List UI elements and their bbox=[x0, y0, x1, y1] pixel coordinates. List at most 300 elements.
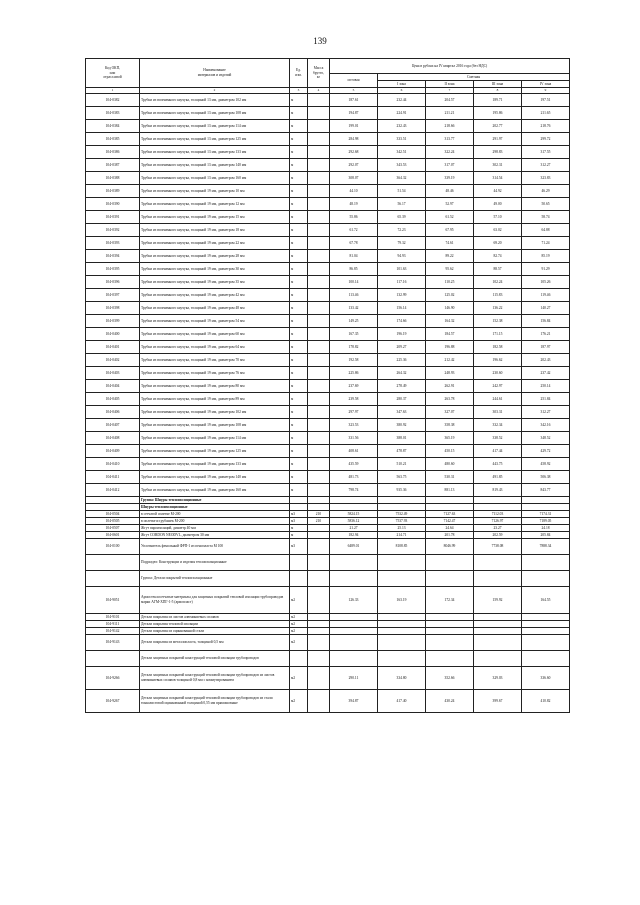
row-price-cell: 159.92 bbox=[474, 587, 522, 614]
row-unit-cell: м bbox=[290, 525, 308, 532]
row-name-cell: Уплотнитель фенольный ФРП-1 из пенопласта М 100 bbox=[140, 539, 290, 555]
row-price-cell: 82.74 bbox=[474, 250, 522, 263]
row-price-cell: 196.62 bbox=[474, 354, 522, 367]
row-code-cell: 104-9142 bbox=[86, 628, 140, 635]
row-price-cell: 52.97 bbox=[426, 198, 474, 211]
row-price-cell bbox=[426, 555, 474, 571]
row-mass-cell bbox=[308, 484, 330, 497]
index-cell: 4 bbox=[308, 88, 330, 94]
row-price-cell bbox=[426, 651, 474, 667]
row-unit-cell: м2 bbox=[290, 628, 308, 635]
row-code-cell: 104-0398 bbox=[86, 302, 140, 315]
row-code-cell: 104-0386 bbox=[86, 146, 140, 159]
row-price-cell: 334.80 bbox=[378, 667, 426, 690]
table-row bbox=[86, 539, 570, 555]
row-price-cell: 57.10 bbox=[474, 211, 522, 224]
row-price-cell: 51.54 bbox=[378, 185, 426, 198]
row-price-cell: 86.85 bbox=[330, 263, 378, 276]
row-price-cell: 95.62 bbox=[426, 263, 474, 276]
table-row bbox=[86, 380, 570, 393]
row-price-cell bbox=[378, 621, 426, 628]
table-row bbox=[86, 690, 570, 713]
row-mass-cell bbox=[308, 159, 330, 172]
row-price-cell: 48.46 bbox=[426, 185, 474, 198]
row-price-cell: 119.46 bbox=[522, 289, 570, 302]
row-mass-cell bbox=[308, 667, 330, 690]
row-name-cell: Детали защитных покрытий конструкций тепловой изоляции трубопроводов из листов алюминиевых сплавов толщиной 0,8 мм с коммутированием bbox=[140, 667, 290, 690]
row-price-cell: 352.66 bbox=[426, 667, 474, 690]
row-price-cell: 79.32 bbox=[378, 237, 426, 250]
table-row bbox=[86, 224, 570, 237]
row-name-cell: Трубки из вспененного каучука, толщиной 19 мм, диаметром 64 мм bbox=[140, 341, 290, 354]
row-price-cell: 211.21 bbox=[426, 107, 474, 120]
table-row bbox=[86, 525, 570, 532]
row-price-cell: 237.69 bbox=[330, 380, 378, 393]
row-name-cell: Трубки из вспененного каучука, толщиной 13 мм, диаметром 125 мм bbox=[140, 133, 290, 146]
row-price-cell: 8046.99 bbox=[426, 539, 474, 555]
row-name-cell: Трубки из вспененного каучука, толщиной 19 мм, диаметром 42 мм bbox=[140, 289, 290, 302]
table-row bbox=[86, 497, 570, 504]
row-name-cell: Детали защитных покрытий конструкций тепловой изоляции трубопроводов bbox=[140, 651, 290, 667]
row-unit-cell: м bbox=[290, 250, 308, 263]
row-price-cell: 317.07 bbox=[426, 159, 474, 172]
row-price-cell: 71.24 bbox=[522, 237, 570, 250]
row-code-cell bbox=[86, 504, 140, 511]
row-code-cell: 104-0410 bbox=[86, 458, 140, 471]
header-unit bbox=[290, 59, 308, 88]
row-price-cell: 212.42 bbox=[426, 354, 474, 367]
row-price-cell: 239.58 bbox=[330, 393, 378, 406]
row-price-cell: 178.82 bbox=[330, 341, 378, 354]
row-price-cell: 115.83 bbox=[474, 289, 522, 302]
row-unit-cell: м bbox=[290, 328, 308, 341]
table-row bbox=[86, 511, 570, 518]
table-row bbox=[86, 276, 570, 289]
row-price-cell bbox=[522, 571, 570, 587]
table-row bbox=[86, 146, 570, 159]
row-price-cell: 380.92 bbox=[378, 419, 426, 432]
header-opt: оптовая bbox=[330, 74, 378, 88]
row-mass-cell bbox=[308, 432, 330, 445]
table-row bbox=[86, 211, 570, 224]
index-cell: 1 bbox=[86, 88, 140, 94]
header-mass-line2: брутто, bbox=[312, 70, 325, 75]
row-price-cell: 195.86 bbox=[474, 107, 522, 120]
row-unit-cell bbox=[290, 555, 308, 571]
row-mass-cell bbox=[308, 621, 330, 628]
header-zone-3: III зона bbox=[474, 81, 522, 88]
row-price-cell: 323.53 bbox=[330, 419, 378, 432]
row-name-cell: Подраздел: Конструкции и изделия теплоизоляционные bbox=[140, 555, 290, 571]
row-name-cell: Детали покрытия из металлопласта, толщиной 0,5 мм bbox=[140, 635, 290, 651]
header-unit-line2: изм. bbox=[295, 73, 302, 77]
row-unit-cell: м bbox=[290, 471, 308, 484]
row-price-cell: 314.54 bbox=[474, 172, 522, 185]
table-row bbox=[86, 532, 570, 539]
row-price-cell: 7127.63 bbox=[426, 511, 474, 518]
row-price-cell: 218.76 bbox=[522, 120, 570, 133]
row-price-cell bbox=[474, 497, 522, 504]
row-code-cell: 104-9101 bbox=[86, 614, 140, 621]
table-row bbox=[86, 159, 570, 172]
row-price-cell: 205.84 bbox=[522, 532, 570, 539]
row-price-cell: 182.94 bbox=[330, 532, 378, 539]
row-mass-cell bbox=[308, 525, 330, 532]
row-price-cell: 530.31 bbox=[426, 471, 474, 484]
price-table bbox=[85, 58, 570, 713]
row-price-cell: 163.19 bbox=[378, 587, 426, 614]
row-name-cell: Детали защитных покрытий конструкций тепловой изоляции трубопроводов из стали тонколистовой оцинкованной толщиной 0,55 мм прямошовные bbox=[140, 690, 290, 713]
header-zone-1: I зона bbox=[378, 81, 426, 88]
row-price-cell: 136.22 bbox=[474, 302, 522, 315]
row-unit-cell bbox=[290, 571, 308, 587]
row-price-cell: 21.27 bbox=[330, 525, 378, 532]
row-mass-cell bbox=[308, 628, 330, 635]
row-code-cell: 104-0393 bbox=[86, 237, 140, 250]
index-cell: 2 bbox=[140, 88, 290, 94]
row-price-cell bbox=[330, 555, 378, 571]
row-price-cell bbox=[426, 614, 474, 621]
row-price-cell: 192.58 bbox=[330, 354, 378, 367]
row-mass-cell bbox=[308, 276, 330, 289]
price-table-sheet bbox=[85, 58, 569, 713]
row-unit-cell: м bbox=[290, 237, 308, 250]
row-unit-cell: м bbox=[290, 211, 308, 224]
row-price-cell bbox=[474, 628, 522, 635]
row-price-cell: 187.61 bbox=[330, 94, 378, 107]
row-price-cell: 506.38 bbox=[522, 471, 570, 484]
row-mass-cell bbox=[308, 380, 330, 393]
row-code-cell: 104-0100 bbox=[86, 539, 140, 555]
row-unit-cell: м bbox=[290, 354, 308, 367]
row-price-cell: 232.43 bbox=[378, 120, 426, 133]
row-mass-cell bbox=[308, 250, 330, 263]
row-price-cell: 7112.03 bbox=[474, 511, 522, 518]
header-code-line3: отрасл.ивой bbox=[103, 75, 122, 80]
row-price-cell: 358.38 bbox=[426, 419, 474, 432]
row-price-cell: 61.52 bbox=[426, 211, 474, 224]
row-price-cell: 225.86 bbox=[330, 367, 378, 380]
row-name-cell: Армостеклосетчатые материалы для защитных покрытий тепловой изоляции трубопроводов марки АГМ-ХПГ-1-5 (армоплаcт) bbox=[140, 587, 290, 614]
row-price-cell: 263.78 bbox=[426, 393, 474, 406]
table-row bbox=[86, 504, 570, 511]
row-price-cell: 284.98 bbox=[330, 133, 378, 146]
table-row bbox=[86, 406, 570, 419]
row-price-cell: 312.27 bbox=[522, 159, 570, 172]
row-price-cell: 209.27 bbox=[378, 341, 426, 354]
row-price-cell: 297.97 bbox=[330, 406, 378, 419]
row-price-cell bbox=[378, 571, 426, 587]
row-code-cell: 104-0404 bbox=[86, 380, 140, 393]
row-code-cell: 104-0408 bbox=[86, 432, 140, 445]
row-price-cell: 174.66 bbox=[378, 315, 426, 328]
row-price-cell bbox=[330, 571, 378, 587]
row-price-cell: 292.07 bbox=[330, 159, 378, 172]
row-price-cell: 332.34 bbox=[474, 419, 522, 432]
row-unit-cell: м bbox=[290, 406, 308, 419]
row-mass-cell bbox=[308, 211, 330, 224]
row-price-cell: 563.75 bbox=[378, 471, 426, 484]
page-number: 139 bbox=[313, 36, 327, 46]
row-price-cell: 6489.01 bbox=[330, 539, 378, 555]
row-price-cell: 230.60 bbox=[474, 367, 522, 380]
row-code-cell: 104-0407 bbox=[86, 419, 140, 432]
row-name-cell: Трубки из вспененного каучука, толщиной 19 мм, диаметром 10 мм bbox=[140, 185, 290, 198]
row-price-cell: 329.03 bbox=[474, 667, 522, 690]
table-row bbox=[86, 237, 570, 250]
row-code-cell: 104-0400 bbox=[86, 328, 140, 341]
row-price-cell: 843.77 bbox=[522, 484, 570, 497]
row-price-cell: 50.65 bbox=[522, 198, 570, 211]
row-price-cell: 184.57 bbox=[426, 328, 474, 341]
row-code-cell bbox=[86, 571, 140, 587]
row-mass-cell bbox=[308, 406, 330, 419]
row-code-cell: 104-0411 bbox=[86, 471, 140, 484]
row-mass-cell bbox=[308, 341, 330, 354]
row-price-cell: 299.72 bbox=[522, 133, 570, 146]
row-code-cell: 104-0601 bbox=[86, 532, 140, 539]
row-code-cell: 104-0391 bbox=[86, 211, 140, 224]
row-unit-cell: м bbox=[290, 302, 308, 315]
row-code-cell: 104-0388 bbox=[86, 172, 140, 185]
row-mass-cell bbox=[308, 146, 330, 159]
row-price-cell: 113.46 bbox=[330, 289, 378, 302]
row-mass-cell bbox=[308, 354, 330, 367]
row-code-cell: 104-9051 bbox=[86, 587, 140, 614]
row-mass-cell bbox=[308, 237, 330, 250]
table-row bbox=[86, 518, 570, 525]
table-row bbox=[86, 315, 570, 328]
row-price-cell: 211.65 bbox=[522, 107, 570, 120]
row-code-cell: 104-9266 bbox=[86, 667, 140, 690]
row-price-cell: 250.14 bbox=[522, 380, 570, 393]
row-price-cell: 7189.05 bbox=[522, 518, 570, 525]
row-code-cell: 104-0397 bbox=[86, 289, 140, 302]
row-code-cell: 104-0390 bbox=[86, 198, 140, 211]
row-unit-cell: м bbox=[290, 159, 308, 172]
row-price-cell: 156.14 bbox=[378, 302, 426, 315]
row-price-cell: 313.77 bbox=[426, 133, 474, 146]
row-code-cell: 104-0409 bbox=[86, 445, 140, 458]
row-price-cell bbox=[378, 628, 426, 635]
row-unit-cell: м2 bbox=[290, 614, 308, 621]
row-price-cell: 312.27 bbox=[522, 406, 570, 419]
row-mass-cell bbox=[308, 263, 330, 276]
row-mass-cell bbox=[308, 571, 330, 587]
row-price-cell bbox=[522, 555, 570, 571]
row-mass-cell bbox=[308, 532, 330, 539]
row-price-cell bbox=[330, 635, 378, 651]
row-code-cell: 104-0383 bbox=[86, 107, 140, 120]
row-price-cell: 196.88 bbox=[426, 341, 474, 354]
table-row bbox=[86, 555, 570, 571]
row-code-cell: 104-0406 bbox=[86, 406, 140, 419]
row-code-cell bbox=[86, 651, 140, 667]
row-mass-cell bbox=[308, 224, 330, 237]
row-price-cell: 290.11 bbox=[330, 667, 378, 690]
row-price-cell: 7174.31 bbox=[522, 511, 570, 518]
row-price-cell: 56.17 bbox=[378, 198, 426, 211]
row-price-cell bbox=[330, 651, 378, 667]
row-price-cell: 225.36 bbox=[378, 354, 426, 367]
index-cell: 3 bbox=[290, 88, 308, 94]
table-row bbox=[86, 445, 570, 458]
row-mass-cell bbox=[308, 172, 330, 185]
row-price-cell: 196.19 bbox=[378, 328, 426, 341]
row-price-cell: 91.29 bbox=[522, 263, 570, 276]
row-price-cell: 491.85 bbox=[474, 471, 522, 484]
row-price-cell: 88.57 bbox=[474, 263, 522, 276]
table-row bbox=[86, 571, 570, 587]
row-price-cell: 24.18 bbox=[522, 525, 570, 532]
header-price-title: Цена в рублях на IV квартал 2016 года (без НДС) bbox=[330, 59, 570, 74]
row-unit-cell: м2 bbox=[290, 635, 308, 651]
row-price-cell: 197.51 bbox=[522, 94, 570, 107]
row-price-cell: 338.52 bbox=[474, 432, 522, 445]
row-price-cell bbox=[378, 635, 426, 651]
row-price-cell bbox=[378, 504, 426, 511]
row-price-cell: 126.33 bbox=[330, 587, 378, 614]
row-price-cell bbox=[474, 614, 522, 621]
row-price-cell: 100.14 bbox=[330, 276, 378, 289]
row-price-cell bbox=[474, 635, 522, 651]
row-name-cell: Жгут пароизоляций, диаметр 40 мм bbox=[140, 525, 290, 532]
table-row bbox=[86, 667, 570, 690]
row-price-cell: 388.01 bbox=[378, 432, 426, 445]
row-code-cell: 104-0401 bbox=[86, 341, 140, 354]
header-zone-2: II зона bbox=[426, 81, 474, 88]
row-mass-cell bbox=[308, 302, 330, 315]
row-price-cell: 450.15 bbox=[426, 445, 474, 458]
row-price-cell: 443.75 bbox=[474, 458, 522, 471]
table-row bbox=[86, 393, 570, 406]
row-price-cell: 291.97 bbox=[474, 133, 522, 146]
row-price-cell: 74.61 bbox=[426, 237, 474, 250]
row-price-cell: 458.92 bbox=[522, 458, 570, 471]
row-code-cell: 104-0412 bbox=[86, 484, 140, 497]
row-price-cell: 399.67 bbox=[474, 690, 522, 713]
row-price-cell: 248.93 bbox=[426, 367, 474, 380]
row-price-cell: 24.64 bbox=[426, 525, 474, 532]
row-code-cell: 104-0382 bbox=[86, 94, 140, 107]
row-code-cell: 104-0405 bbox=[86, 393, 140, 406]
row-price-cell: 480.60 bbox=[426, 458, 474, 471]
row-mass-cell bbox=[308, 471, 330, 484]
row-unit-cell: м bbox=[290, 94, 308, 107]
row-unit-cell: м bbox=[290, 432, 308, 445]
row-unit-cell: м bbox=[290, 315, 308, 328]
table-row bbox=[86, 341, 570, 354]
row-mass-cell bbox=[308, 185, 330, 198]
row-price-cell: 881.13 bbox=[426, 484, 474, 497]
row-price-cell: 94.93 bbox=[378, 250, 426, 263]
row-price-cell: 218.66 bbox=[426, 120, 474, 133]
row-mass-cell bbox=[308, 94, 330, 107]
row-price-cell: 317.55 bbox=[522, 146, 570, 159]
row-price-cell: 347.63 bbox=[378, 406, 426, 419]
row-price-cell: 189.71 bbox=[474, 94, 522, 107]
row-price-cell: 202.77 bbox=[474, 120, 522, 133]
row-name-cell: Трубки из вспененного каучука, толщиной 19 мм, диаметром 76 мм bbox=[140, 367, 290, 380]
row-price-cell: 55.86 bbox=[330, 211, 378, 224]
table-row bbox=[86, 133, 570, 146]
row-unit-cell: м2 bbox=[290, 587, 308, 614]
table-row bbox=[86, 328, 570, 341]
row-unit-cell: м bbox=[290, 198, 308, 211]
row-price-cell: 44.10 bbox=[330, 185, 378, 198]
row-name-cell: Трубки из вспененного каучука, толщиной 19 мм, диаметром 160 мм bbox=[140, 484, 290, 497]
header-zone-4: IV зона bbox=[522, 81, 570, 88]
row-price-cell: 101.63 bbox=[378, 263, 426, 276]
row-price-cell: 7532.49 bbox=[378, 511, 426, 518]
row-price-cell: 164.55 bbox=[522, 587, 570, 614]
row-price-cell: 67.78 bbox=[330, 237, 378, 250]
index-cell: 6 bbox=[378, 88, 426, 94]
row-name-cell: Трубки из вспененного каучука, толщиной 19 мм, диаметром 18 мм bbox=[140, 224, 290, 237]
row-unit-cell: м bbox=[290, 367, 308, 380]
row-price-cell: 202.43 bbox=[522, 354, 570, 367]
row-price-cell: 410.82 bbox=[522, 690, 570, 713]
table-body bbox=[86, 94, 570, 713]
row-price-cell: 798.74 bbox=[330, 484, 378, 497]
row-price-cell: 7537.93 bbox=[378, 518, 426, 525]
row-unit-cell: м bbox=[290, 263, 308, 276]
row-price-cell: 339.19 bbox=[426, 172, 474, 185]
row-price-cell: 262.91 bbox=[426, 380, 474, 393]
row-price-cell: 348.52 bbox=[522, 432, 570, 445]
row-price-cell: 308.07 bbox=[330, 172, 378, 185]
row-price-cell: 224.91 bbox=[378, 107, 426, 120]
table-row bbox=[86, 628, 570, 635]
row-price-cell: 156.84 bbox=[522, 315, 570, 328]
row-code-cell: 104-0389 bbox=[86, 185, 140, 198]
row-unit-cell bbox=[290, 497, 308, 504]
row-unit-cell: м3 bbox=[290, 511, 308, 518]
row-price-cell bbox=[330, 504, 378, 511]
row-price-cell: 394.87 bbox=[330, 690, 378, 713]
row-name-cell: Трубки из вспененного каучука, толщиной 13 мм, диаметром 140 мм bbox=[140, 159, 290, 172]
row-mass-cell bbox=[308, 419, 330, 432]
row-price-cell bbox=[330, 628, 378, 635]
row-price-cell: 172.34 bbox=[426, 587, 474, 614]
index-cell: 7 bbox=[426, 88, 474, 94]
row-price-cell: 49.00 bbox=[474, 198, 522, 211]
row-name-cell: Трубки из вспененного каучука, толщиной 19 мм, диаметром 54 мм bbox=[140, 315, 290, 328]
row-code-cell: 104-0384 bbox=[86, 120, 140, 133]
header-unit-line1: Ед. bbox=[296, 68, 301, 73]
header-name-line2: материалов и изделий bbox=[197, 73, 232, 77]
row-name-cell: Трубки из вспененного каучука, толщиной 19 мм, диаметром 48 мм bbox=[140, 302, 290, 315]
row-unit-cell: м bbox=[290, 133, 308, 146]
row-mass-cell bbox=[308, 445, 330, 458]
row-price-cell: 430.24 bbox=[426, 690, 474, 713]
table-row bbox=[86, 354, 570, 367]
header-mass bbox=[308, 59, 330, 88]
row-price-cell: 435.59 bbox=[330, 458, 378, 471]
row-price-cell: 167.35 bbox=[330, 328, 378, 341]
row-unit-cell: м bbox=[290, 532, 308, 539]
table-row bbox=[86, 120, 570, 133]
row-mass-cell: 210 bbox=[308, 511, 330, 518]
row-price-cell bbox=[474, 571, 522, 587]
row-price-cell: 61.72 bbox=[330, 224, 378, 237]
table-row bbox=[86, 471, 570, 484]
row-price-cell: 251.84 bbox=[522, 393, 570, 406]
row-price-cell: 133.42 bbox=[330, 302, 378, 315]
table-row bbox=[86, 621, 570, 628]
row-price-cell bbox=[474, 504, 522, 511]
row-name-cell: Шнуры теплоизоляционные bbox=[140, 504, 290, 511]
